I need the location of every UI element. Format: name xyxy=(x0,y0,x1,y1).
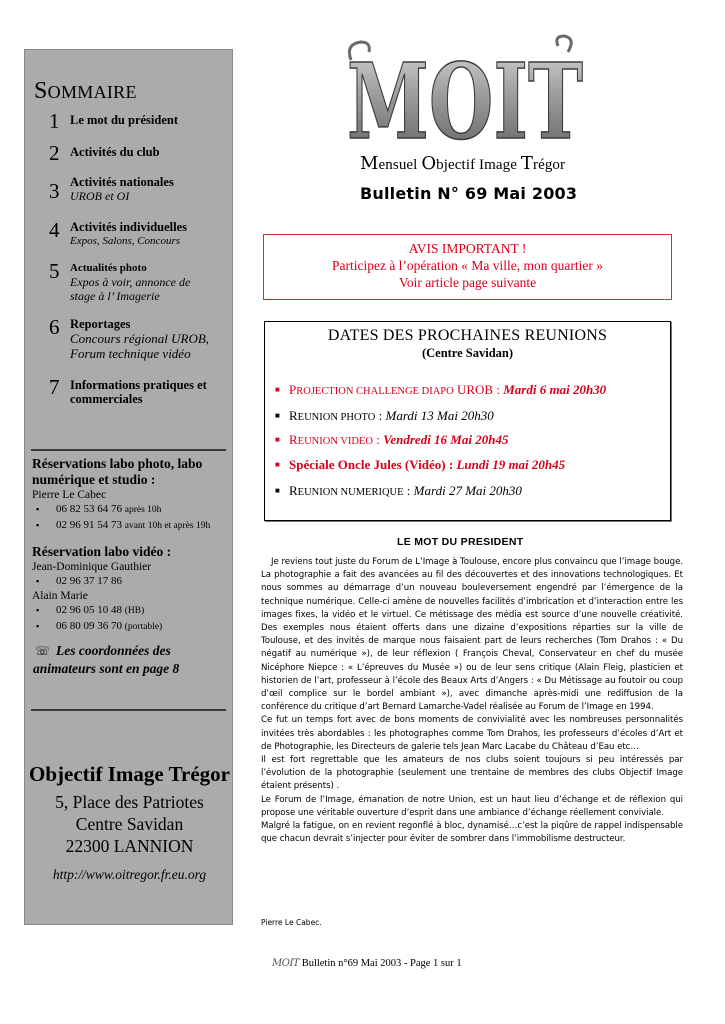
address-line: Centre Savidan xyxy=(75,814,184,834)
reservation-video-lab xyxy=(32,544,232,635)
bulletin-title: Bulletin N° 69 Mai 2003 xyxy=(360,184,578,203)
toc-number: 6 xyxy=(49,315,60,339)
sidebar-divider xyxy=(31,449,226,451)
newsletter-subtitle: Mensuel Objectif Image Trégor xyxy=(360,153,566,174)
toc-number: 7 xyxy=(49,375,60,399)
club-address xyxy=(25,762,234,883)
article-paragraph: Je reviens tout juste du Forum de L’Image à Toulouse, encore plus convaincu que l’image bouge. La photographie a fait des avancées au fil des découvertes et des innovations technologiques. Et nous sommes au démarrage d’un nouveau bouleversement engendré par l’émergence de la technique numérique. Celle-ci amène de nouvelles facilités d’imbrication et d’interaction entre les images fixes, la vidéo et le virtuel. Ce métissage des média est source d’une nouvelle créativité. Des exemples nous étaient offerts dans une dizaine d’expositions réparties sur la ville de Toulouse, et des invités de marque nous faisaient part de leurs recherches (Tom Drahos : « Du négatif au numérique »), de leur réflexion ( François Cheval, Conservateur en chef du musée Nicéphore Niepce : « L’épreuves du Musée ») ou de leur sens critique (Alain Fleig, plasticien et historien de l’art, professeur à l’école des Beaux Arts d’Angers : « Du Métissage au foutoir ou coup d’œil complice sur le bordel ambiant »), avec dimanche après-midi une rediffusion de la conférence du critique d’art Bernard Lamarche-Vadel réalisée au Forum de l’Image en 1994. xyxy=(261,557,683,713)
address-line: 22300 LANNION xyxy=(65,836,194,856)
svg-text:MOIT: MOIT xyxy=(347,40,583,149)
toc-subtitle: Expos, Salons, Concours xyxy=(70,235,180,247)
article-title: LE MOT DU PRESIDENT xyxy=(397,536,524,548)
phone-line: ▪ 06 80 09 36 70 (portable) xyxy=(36,620,163,632)
toc-number: 1 xyxy=(49,109,60,133)
meetings-location: (Centre Savidan) xyxy=(421,346,514,360)
toc-title: Informations pratiques et commerciales xyxy=(70,378,207,406)
coordinates-note: ☏ Les coordonnées des animateurs sont en page 8 xyxy=(33,643,180,676)
notice-link[interactable]: Voir article page suivante xyxy=(398,275,537,290)
footer-logo: MOIT xyxy=(272,958,300,969)
toc-title: Reportages xyxy=(70,317,131,331)
meeting-item: ■ PROJECTION CHALLENGE DIAPO UROB : Mardi 6 mai 20h30 xyxy=(275,382,607,397)
toc-number: 3 xyxy=(49,179,60,203)
notice-text: Participez à l’opération « Ma ville, mon quartier » xyxy=(331,258,604,273)
sommaire-title: SOMMAIRE xyxy=(34,78,137,104)
phone-line: ▪ 02 96 91 54 73 avant 10h et après 19h xyxy=(36,519,211,531)
meetings-box xyxy=(264,321,671,521)
reservation-photo-title: Réservations labo photo, labo numérique et studio : xyxy=(32,456,203,487)
article-paragraph: Il est fort regrettable que les amateurs de nos clubs soient toujours si peu intéressés par l’évolution de la photographie (seulement une trentaine de membres des clubs Objectif Image étaient présents) . xyxy=(261,755,683,792)
article-body xyxy=(261,556,683,846)
sidebar-divider xyxy=(31,709,226,711)
toc-number: 5 xyxy=(49,259,60,283)
toc-title: Activités nationales xyxy=(70,175,174,189)
club-name: Objectif Image Trégor xyxy=(29,762,230,786)
notice-heading: AVIS IMPORTANT ! xyxy=(408,241,527,256)
phone-line: ▪ 06 82 53 64 76 après 10h xyxy=(36,503,162,515)
meeting-item: ■ Spéciale Oncle Jules (Vidéo) : Lundi 19 mai 20h45 xyxy=(275,457,566,472)
toc-number: 2 xyxy=(49,141,60,165)
toc-title: Activités du club xyxy=(70,145,160,159)
toc-subtitle: Expos à voir, annonce de stage à l’ Imagerie xyxy=(70,275,191,303)
article-paragraph: Malgré la fatigue, on en revient regonflé à bloc, dynamisé…c’est la piqûre de rappel indispensable que chacun devrait s’injecter pour éviter de sombrer dans l’immobilisme destructeur. xyxy=(261,821,683,845)
important-notice-box xyxy=(263,234,672,300)
toc-subtitle: UROB et OI xyxy=(70,189,130,203)
reservation-photo-lab xyxy=(32,456,232,534)
phone-line: ▪ 02 96 37 17 86 xyxy=(36,575,122,587)
contact-name: Pierre Le Cabec xyxy=(32,489,107,501)
page-footer xyxy=(272,958,462,969)
toc-title: Activités individuelles xyxy=(70,220,188,234)
meeting-item: ■ REUNION PHOTO : Mardi 13 Mai 20h30 xyxy=(275,408,494,423)
address-line: 5, Place des Patriotes xyxy=(55,792,204,812)
article-signature: Pierre Le Cabec. xyxy=(261,918,322,927)
footer-text: Bulletin n°69 Mai 2003 - Page 1 sur 1 xyxy=(299,958,462,969)
article-paragraph: Le Forum de l’Image, émanation de notre Union, est un haut lieu d’échange et de réflexion qui propose une véritable ouverture d’esprit dans une ambiance d’échange réellement conviviale. xyxy=(261,794,683,818)
article-paragraph: Ce fut un temps fort avec de bons moments de convivialité avec les nombreuses personnalités invitées très abordables : les photographes comme Tom Drahos, les professeurs d’écoles d’Art et de Photographie, les Directeurs de galerie tels Jean Marc Lacabe du Château d’Eau etc… xyxy=(261,715,683,752)
reservation-video-title: Réservation labo vidéo : xyxy=(32,544,172,559)
meeting-item: ■ REUNION VIDEO : Vendredi 16 Mai 20h45 xyxy=(275,432,509,447)
phone-icon: ☏ xyxy=(35,644,51,658)
club-url-link[interactable]: http://www.oitregor.fr.eu.org xyxy=(52,867,207,882)
contact-name: Jean-Dominique Gauthier xyxy=(32,561,152,573)
contact-name: Alain Marie xyxy=(32,590,88,602)
sidebar xyxy=(24,49,233,925)
phone-line: ▪ 02 96 05 10 48 (HB) xyxy=(36,604,145,616)
toc-title: Le mot du président xyxy=(70,113,178,127)
toc-number: 4 xyxy=(49,218,60,242)
toc-title: Actualités photo xyxy=(70,262,147,274)
moit-logo xyxy=(343,34,588,149)
toc-subtitle: Concours régional UROB, Forum technique vidéo xyxy=(70,331,210,361)
meetings-title: DATES DES PROCHAINES REUNIONS xyxy=(327,327,608,344)
meeting-item: ■ REUNION NUMERIQUE : Mardi 27 Mai 20h30 xyxy=(275,483,522,498)
